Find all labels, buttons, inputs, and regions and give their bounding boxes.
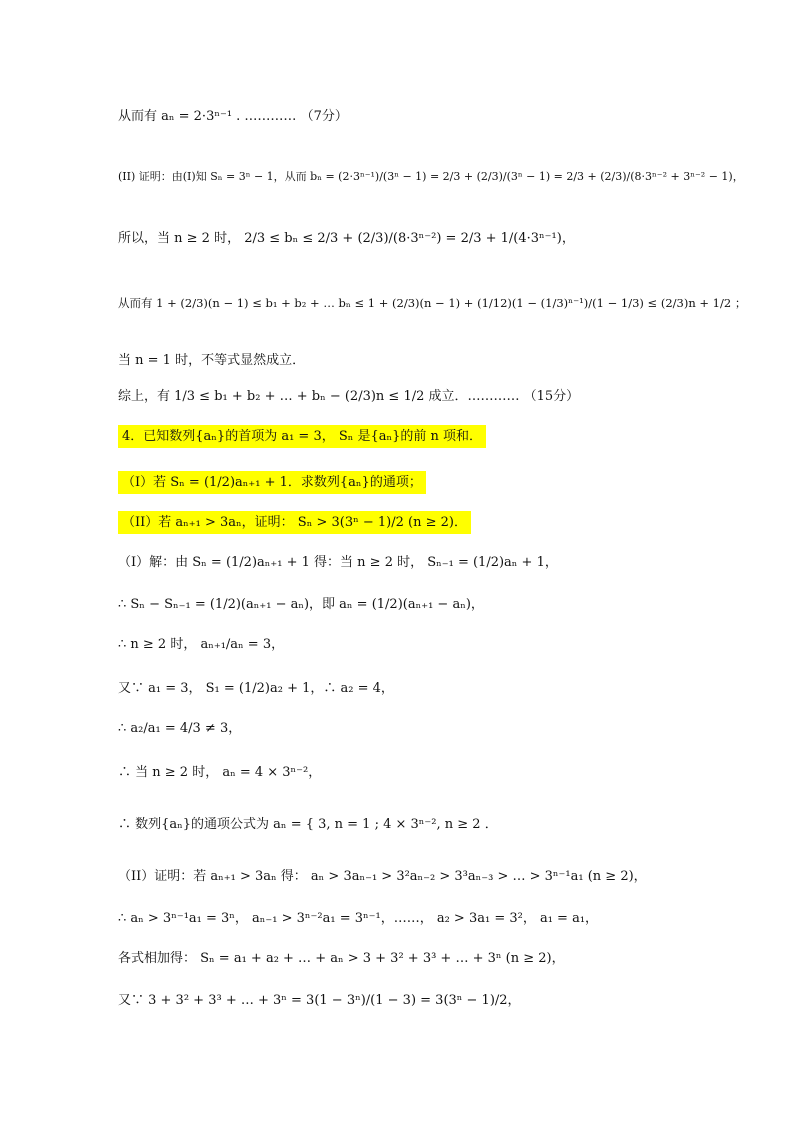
text-line-5: 当 n = 1 时，不等式显然成立． — [118, 353, 306, 368]
text-line-20: 又∵ 3 + 3² + 3³ + … + 3ⁿ = 3(1 − 3ⁿ)/(1 − 3) = 3(3ⁿ − 1)/2， — [118, 993, 521, 1008]
text-line-14: ∴ a₂/a₁ = 4/3 ≠ 3， — [118, 721, 242, 736]
problem-4-heading — [118, 428, 486, 446]
text-line-16: ∴ 数列{aₙ}的通项公式为 aₙ = { 3, n = 1 ; 4 × 3ⁿ⁻², n ≥ 2 ． — [118, 817, 498, 832]
text-line-6: 综上，有 1/3 ≤ b₁ + b₂ + … + bₙ − (2/3)n ≤ 1/2 成立．………… （15分） — [118, 389, 580, 404]
text-line-13: 又∵ a₁ = 3， S₁ = (1/2)a₂ + 1，∴ a₂ = 4， — [118, 681, 394, 696]
text-line-10: （I）解：由 Sₙ = (1/2)aₙ₊₁ + 1 得：当 n ≥ 2 时， Sₙ₋₁ = (1/2)aₙ + 1， — [118, 555, 558, 570]
highlighted-problem-4: 4．已知数列{aₙ}的首项为 a₁ = 3， Sₙ 是{aₙ}的前 n 项和． — [118, 425, 486, 448]
text-line-2: (II) 证明：由(I)知 Sₙ = 3ⁿ − 1，从而 bₙ = (2·3ⁿ⁻¹)/(3ⁿ − 1) = 2/3 + (2/3)/(3ⁿ − 1) = 2/3 + (2/3)/(8·3ⁿ⁻² + 3ⁿ⁻² − 1)， — [118, 170, 744, 183]
text-line-1: 从而有 aₙ = 2·3ⁿ⁻¹ . ………… （7分） — [118, 109, 348, 124]
text-line-18: ∴ aₙ > 3ⁿ⁻¹a₁ = 3ⁿ， aₙ₋₁ > 3ⁿ⁻²a₁ = 3ⁿ⁻¹，……， a₂ > 3a₁ = 3²， a₁ = a₁， — [118, 911, 599, 926]
text-line-12: ∴ n ≥ 2 时， aₙ₊₁/aₙ = 3， — [118, 637, 285, 652]
text-line-4: 从而有 1 + (2/3)(n − 1) ≤ b₁ + b₂ + … bₙ ≤ 1 + (2/3)(n − 1) + (1/12)(1 − (1/3)ⁿ⁻¹)/(1 − 1/3) ≤ (2/3)n + 1/2 ； — [118, 296, 747, 310]
highlighted-part-2: （II）若 aₙ₊₁ > 3aₙ，证明： Sₙ > 3(3ⁿ − 1)/2 (n ≥ 2)． — [118, 511, 471, 534]
highlighted-part-1: （I）若 Sₙ = (1/2)aₙ₊₁ + 1．求数列{aₙ}的通项； — [118, 471, 426, 494]
text-line-11: ∴ Sₙ − Sₙ₋₁ = (1/2)(aₙ₊₁ − aₙ)，即 aₙ = (1/2)(aₙ₊₁ − aₙ)， — [118, 597, 484, 612]
text-line-17: （II）证明：若 aₙ₊₁ > 3aₙ 得： aₙ > 3aₙ₋₁ > 3²aₙ₋₂ > 3³aₙ₋₃ > … > 3ⁿ⁻¹a₁ (n ≥ 2)， — [118, 869, 647, 884]
text-line-15: ∴ 当 n ≥ 2 时， aₙ = 4 × 3ⁿ⁻²， — [118, 765, 322, 780]
text-line-19: 各式相加得： Sₙ = a₁ + a₂ + … + aₙ > 3 + 3² + 3³ + … + 3ⁿ (n ≥ 2)， — [118, 951, 565, 966]
text-line-3: 所以，当 n ≥ 2 时， 2/3 ≤ bₙ ≤ 2/3 + (2/3)/(8·3ⁿ⁻²) = 2/3 + 1/(4·3ⁿ⁻¹)， — [118, 231, 575, 246]
problem-4-part-2 — [118, 514, 471, 532]
problem-4-part-1 — [118, 474, 426, 492]
